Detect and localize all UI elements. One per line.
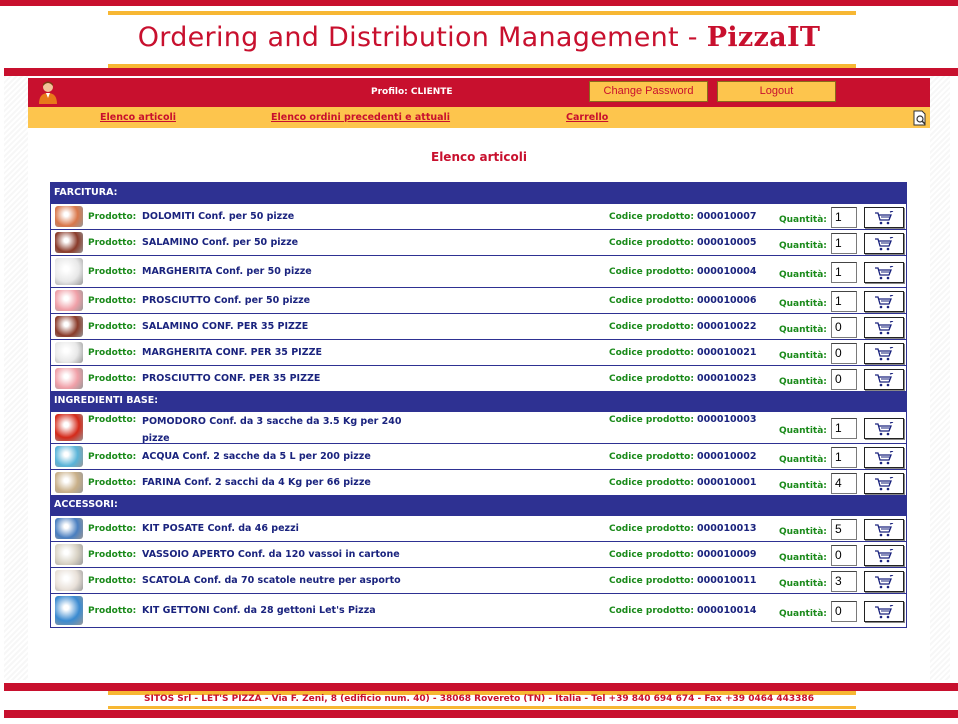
cart-icon	[873, 266, 895, 280]
cart-icon	[873, 295, 895, 309]
product-code: 000010003	[697, 414, 757, 425]
cart-icon	[873, 347, 895, 361]
cart-icon	[873, 477, 895, 491]
cart-icon	[873, 321, 895, 335]
product-name: PROSCIUTTO CONF. PER 35 PIZZE	[142, 373, 321, 384]
product-label: Prodotto:	[88, 322, 137, 332]
quantity-input[interactable]: 0	[831, 545, 857, 566]
add-to-cart-button[interactable]	[864, 317, 904, 338]
product-code: 000010011	[697, 575, 757, 586]
product-name: POMODORO Conf. da 3 sacche da 3.5 Kg per 240 pizze	[142, 416, 402, 444]
product-row	[51, 443, 906, 469]
product-name: KIT GETTONI Conf. da 28 gettoni Let's Pizza	[142, 605, 376, 616]
add-to-cart-button[interactable]	[864, 545, 904, 566]
product-thumbnail	[55, 472, 83, 493]
product-label: Prodotto:	[88, 606, 137, 616]
cart-icon	[873, 575, 895, 589]
code-label: Codice prodotto:	[609, 267, 694, 277]
code-label: Codice prodotto:	[609, 238, 694, 248]
product-name: SALAMINO Conf. per 50 pizze	[142, 237, 299, 248]
add-to-cart-button[interactable]	[864, 343, 904, 364]
product-code: 000010014	[697, 605, 757, 616]
product-name: ACQUA Conf. 2 sacche da 5 L per 200 pizze	[142, 451, 371, 462]
quantity-label: Quantità:	[779, 481, 827, 491]
product-row	[51, 469, 906, 495]
product-label: Prodotto:	[88, 212, 137, 222]
code-label: Codice prodotto:	[609, 212, 694, 222]
product-row	[51, 339, 906, 365]
product-code: 000010006	[697, 295, 757, 306]
product-thumbnail	[55, 316, 83, 337]
product-thumbnail	[55, 290, 83, 311]
product-name: SCATOLA Conf. da 70 scatole neutre per asporto	[142, 575, 401, 586]
product-label: Prodotto:	[88, 348, 137, 358]
product-label: Prodotto:	[88, 238, 137, 248]
product-name: VASSOIO APERTO Conf. da 120 vassoi in cartone	[142, 549, 400, 560]
product-thumbnail	[55, 368, 83, 389]
product-code: 000010013	[697, 523, 757, 534]
nav-orders-link[interactable]: Elenco ordini precedenti e attuali	[271, 112, 451, 123]
quantity-input[interactable]: 1	[831, 447, 857, 468]
code-label: Codice prodotto:	[609, 415, 694, 425]
product-label: Prodotto:	[88, 415, 137, 425]
product-label: Prodotto:	[88, 267, 137, 277]
page-title: Elenco articoli	[431, 150, 527, 164]
product-thumbnail	[55, 518, 83, 539]
product-row	[51, 567, 906, 593]
quantity-label: Quantità:	[779, 299, 827, 309]
footer-red-bar-bottom	[4, 710, 958, 718]
add-to-cart-button[interactable]	[864, 233, 904, 254]
top-red-bar	[0, 0, 958, 6]
product-row	[51, 515, 906, 541]
product-thumbnail	[55, 544, 83, 565]
add-to-cart-button[interactable]	[864, 262, 904, 283]
quantity-label: Quantità:	[779, 426, 827, 436]
product-name: DOLOMITI Conf. per 50 pizze	[142, 211, 295, 222]
cart-icon	[873, 605, 895, 619]
quantity-input[interactable]: 5	[831, 519, 857, 540]
quantity-input[interactable]: 1	[831, 233, 857, 254]
quantity-label: Quantità:	[779, 241, 827, 251]
cart-icon	[873, 237, 895, 251]
profile-label: Profilo: CLIENTE	[371, 87, 453, 97]
app-title-brand: PizzaIT	[706, 22, 821, 53]
code-label: Codice prodotto:	[609, 550, 694, 560]
quantity-input[interactable]: 0	[831, 343, 857, 364]
product-thumbnail	[55, 446, 83, 467]
product-label: Prodotto:	[88, 576, 137, 586]
cart-icon	[873, 211, 895, 225]
product-thumbnail	[55, 206, 83, 227]
add-to-cart-button[interactable]	[864, 519, 904, 540]
product-name: PROSCIUTTO Conf. per 50 pizze	[142, 295, 311, 306]
code-label: Codice prodotto:	[609, 524, 694, 534]
product-code: 000010001	[697, 477, 757, 488]
app-title-prefix: Ordering and Distribution Management -	[137, 22, 707, 53]
product-row	[51, 541, 906, 567]
product-thumbnail	[55, 596, 83, 625]
category-header: ACCESSORI:	[51, 495, 906, 515]
nav-bar	[28, 107, 930, 128]
user-icon	[37, 80, 59, 104]
product-label: Prodotto:	[88, 524, 137, 534]
code-label: Codice prodotto:	[609, 322, 694, 332]
quantity-input[interactable]: 0	[831, 601, 857, 622]
product-code: 000010007	[697, 211, 757, 222]
category-header: FARCITURA:	[51, 183, 906, 203]
search-document-icon[interactable]	[912, 110, 928, 126]
nav-articles-link[interactable]: Elenco articoli	[100, 112, 176, 123]
product-label: Prodotto:	[88, 550, 137, 560]
product-name: FARINA Conf. 2 sacchi da 4 Kg per 66 pizze	[142, 477, 371, 488]
quantity-input[interactable]: 0	[831, 369, 857, 390]
top-orange-line	[108, 11, 856, 15]
product-row	[51, 365, 906, 391]
code-label: Codice prodotto:	[609, 374, 694, 384]
product-code: 000010005	[697, 237, 757, 248]
product-label: Prodotto:	[88, 478, 137, 488]
product-code: 000010002	[697, 451, 757, 462]
header-red-band	[4, 68, 958, 76]
product-label: Prodotto:	[88, 452, 137, 462]
add-to-cart-button[interactable]	[864, 418, 904, 439]
code-label: Codice prodotto:	[609, 296, 694, 306]
product-label: Prodotto:	[88, 374, 137, 384]
cart-icon	[873, 549, 895, 563]
quantity-label: Quantità:	[779, 609, 827, 619]
profile-bar	[28, 78, 930, 107]
quantity-label: Quantità:	[779, 553, 827, 563]
add-to-cart-button[interactable]	[864, 447, 904, 468]
product-name: SALAMINO CONF. PER 35 PIZZE	[142, 321, 309, 332]
product-code: 000010021	[697, 347, 757, 358]
quantity-label: Quantità:	[779, 351, 827, 361]
product-name: MARGHERITA CONF. PER 35 PIZZE	[142, 347, 322, 358]
add-to-cart-button[interactable]	[864, 291, 904, 312]
product-thumbnail	[55, 342, 83, 363]
cart-icon	[873, 373, 895, 387]
cart-icon	[873, 523, 895, 537]
quantity-input[interactable]: 0	[831, 317, 857, 338]
product-row	[51, 593, 906, 627]
product-thumbnail	[55, 232, 83, 253]
app-title	[0, 22, 958, 53]
quantity-label: Quantità:	[779, 215, 827, 225]
product-name: MARGHERITA Conf. per 50 pizze	[142, 266, 312, 277]
add-to-cart-button[interactable]	[864, 369, 904, 390]
quantity-input[interactable]: 1	[831, 262, 857, 283]
quantity-label: Quantità:	[779, 270, 827, 280]
footer-orange-line-bottom	[108, 706, 856, 709]
quantity-label: Quantità:	[779, 579, 827, 589]
product-code: 000010009	[697, 549, 757, 560]
quantity-input[interactable]: 1	[831, 291, 857, 312]
cart-icon	[873, 422, 895, 436]
product-code: 000010004	[697, 266, 757, 277]
quantity-input[interactable]: 3	[831, 571, 857, 592]
product-row	[51, 255, 906, 287]
nav-cart-link[interactable]: Carrello	[566, 112, 609, 123]
cart-icon	[873, 451, 895, 465]
product-row	[51, 203, 906, 229]
footer-text: SITOS Srl - LET'S PIZZA - Via F. Zeni, 8 (edificio num. 40) - 38068 Rovereto (TN) - Italia - Tel +39 840 694 674 - Fax +39 0464 443386	[144, 694, 814, 704]
product-label: Prodotto:	[88, 296, 137, 306]
product-code: 000010023	[697, 373, 757, 384]
quantity-label: Quantità:	[779, 527, 827, 537]
code-label: Codice prodotto:	[609, 452, 694, 462]
product-row	[51, 229, 906, 255]
quantity-label: Quantità:	[779, 377, 827, 387]
code-label: Codice prodotto:	[609, 478, 694, 488]
product-name: KIT POSATE Conf. da 46 pezzi	[142, 523, 299, 534]
footer-red-bar	[4, 683, 958, 691]
quantity-input[interactable]: 1	[831, 207, 857, 228]
product-row	[51, 287, 906, 313]
product-row	[51, 313, 906, 339]
quantity-label: Quantità:	[779, 325, 827, 335]
product-table	[50, 182, 907, 628]
code-label: Codice prodotto:	[609, 348, 694, 358]
product-thumbnail	[55, 258, 83, 285]
code-label: Codice prodotto:	[609, 576, 694, 586]
category-header: INGREDIENTI BASE:	[51, 391, 906, 411]
quantity-input[interactable]: 4	[831, 473, 857, 494]
product-thumbnail	[55, 414, 83, 441]
code-label: Codice prodotto:	[609, 606, 694, 616]
add-to-cart-button[interactable]	[864, 571, 904, 592]
quantity-label: Quantità:	[779, 455, 827, 465]
add-to-cart-button[interactable]	[864, 473, 904, 494]
add-to-cart-button[interactable]	[864, 601, 904, 622]
quantity-input[interactable]: 1	[831, 418, 857, 439]
change-password-button[interactable]: Change Password	[589, 81, 708, 102]
logout-button[interactable]: Logout	[717, 81, 836, 102]
product-row	[51, 411, 906, 443]
product-thumbnail	[55, 570, 83, 591]
product-code: 000010022	[697, 321, 757, 332]
add-to-cart-button[interactable]	[864, 207, 904, 228]
